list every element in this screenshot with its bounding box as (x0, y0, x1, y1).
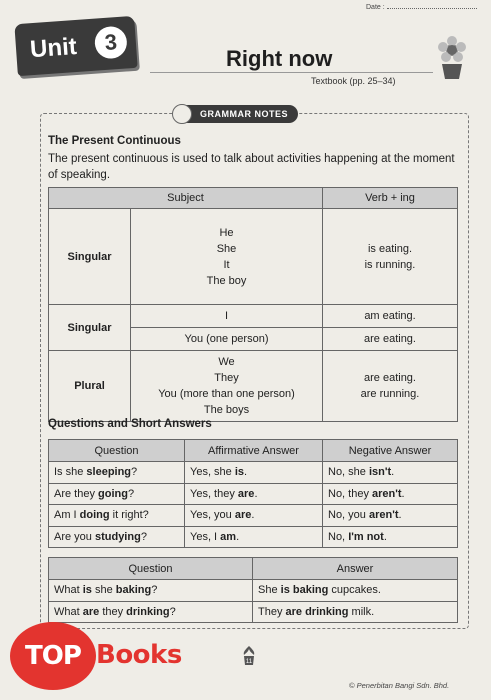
cell-text: milk. (348, 605, 375, 618)
grammar-notes-label: GRAMMAR NOTES (178, 105, 298, 123)
table-cell (49, 526, 185, 548)
emphasis-text: aren't (372, 487, 402, 500)
table-cell (323, 462, 458, 484)
subject-item: I (224, 310, 229, 322)
table-row (49, 462, 458, 484)
title-rule (150, 72, 433, 73)
table-cell (185, 505, 323, 527)
cell-text: . (391, 466, 395, 479)
cell-text: they (99, 605, 127, 618)
flower-pot-icon (432, 36, 472, 80)
cell-text: They (258, 605, 286, 618)
emphasis-text: are (82, 605, 100, 618)
table-cell (323, 483, 458, 505)
cell-text: Is she (54, 466, 87, 479)
subject-item: We (218, 356, 235, 368)
cell-text: Are you (54, 530, 95, 543)
cell-text: ? (140, 530, 147, 543)
emphasis-text: baking (115, 584, 152, 597)
emphasis-text: doing (79, 509, 110, 522)
copyright-text: © Penerbitan Bangi Sdn. Bhd. (349, 681, 450, 690)
verb-cell (323, 351, 458, 422)
cell-text: No, they (328, 487, 373, 500)
subject-item: They (214, 372, 239, 384)
table-cell (49, 483, 185, 505)
verb-cell (323, 305, 458, 328)
table-header: Question (49, 440, 185, 462)
grammar-notes-badge (172, 104, 298, 124)
cell-text: Are they (54, 487, 99, 500)
emphasis-text: sleeping (86, 466, 132, 479)
page-number: 11 (245, 659, 253, 665)
table-header: Subject (49, 188, 323, 209)
cell-text: What (54, 605, 83, 618)
emphasis-text: is (234, 466, 245, 479)
emphasis-text: is (82, 584, 92, 597)
cell-text: What (54, 584, 83, 597)
verb-item: is eating. (367, 242, 413, 255)
watermark-books: Books (96, 640, 182, 670)
unit-word: Unit (29, 32, 78, 64)
cell-text: Yes, she (190, 466, 235, 479)
table-row (49, 505, 458, 527)
table-row (49, 580, 458, 602)
date-field (366, 4, 477, 11)
textbook-reference: Textbook (pp. 25–34) (311, 76, 396, 86)
table-cell (185, 526, 323, 548)
cell-text: cupcakes. (328, 584, 381, 597)
table-header: Verb + ing (323, 188, 458, 209)
cell-text: . (401, 487, 405, 500)
watermark-circle (10, 622, 96, 690)
cell-text: Am I (54, 509, 80, 522)
emphasis-text: drinking (126, 605, 170, 618)
verb-item: are eating. (364, 372, 416, 384)
table-cell (323, 505, 458, 527)
cell-text: Yes, they (190, 487, 238, 500)
row-label: Singular (49, 209, 131, 305)
table-cell (185, 462, 323, 484)
table-row (49, 526, 458, 548)
table-cell (49, 580, 253, 602)
subject-verb-table (48, 187, 458, 422)
subject-cell (131, 209, 323, 305)
leaf-icon (172, 104, 192, 124)
subject-cell (131, 351, 323, 422)
cell-text: . (244, 466, 248, 479)
emphasis-text: isn't (368, 466, 392, 479)
cell-text: ? (151, 584, 158, 597)
verb-item: are running. (360, 388, 420, 400)
cell-text: . (383, 530, 387, 543)
verb-cell (323, 209, 458, 305)
table-cell (185, 483, 323, 505)
page-number-plant-icon (238, 644, 260, 666)
subject-item: You (more than one person) (158, 388, 295, 400)
emphasis-text: aren't (368, 509, 399, 522)
table-cell (253, 601, 458, 623)
table-cell (323, 526, 458, 548)
emphasis-text: am (220, 530, 237, 543)
cell-text: she (91, 584, 116, 597)
cell-text: ? (169, 605, 176, 618)
questions-heading: Questions and Short Answers (48, 418, 212, 430)
emphasis-text: studying (94, 530, 141, 543)
emphasis-text: are (234, 509, 252, 522)
wh-questions-table (48, 557, 458, 623)
cell-text: ? (127, 487, 135, 500)
cell-text: . (254, 487, 258, 500)
subject-item: It (223, 258, 230, 271)
watermark-top: TOP (25, 641, 81, 671)
subject-item: She (216, 242, 237, 255)
subject-cell (131, 305, 323, 328)
verb-cell (323, 328, 458, 351)
cell-text: No, (328, 530, 349, 543)
unit-tab (14, 16, 137, 76)
table-header: Answer (253, 558, 458, 580)
emphasis-text: is baking (280, 584, 329, 597)
table-header: Affirmative Answer (185, 440, 323, 462)
emphasis-text: going (98, 487, 128, 500)
page-title: Right now (226, 46, 333, 71)
cell-text: ? (131, 466, 138, 479)
cell-text: No, you (328, 509, 369, 522)
cell-text: Yes, I (190, 530, 221, 543)
cell-text: . (398, 509, 402, 522)
table-cell (49, 462, 185, 484)
verb-item: am eating. (364, 310, 416, 322)
cell-text: it right? (109, 509, 149, 522)
table-cell (49, 505, 185, 527)
present-continuous-heading: The Present Continuous (48, 135, 181, 147)
questions-answers-table (48, 439, 458, 548)
emphasis-text: I'm not (348, 530, 384, 543)
present-continuous-text: The present continuous is used to talk about activities happening at the moment of speaking. (48, 153, 455, 181)
cell-text: . (251, 509, 255, 522)
cell-text: Yes, you (190, 509, 235, 522)
cell-text: . (236, 530, 240, 543)
cell-text: She (258, 584, 281, 597)
subject-cell (131, 328, 323, 351)
table-header: Question (49, 558, 253, 580)
verb-item: is running. (364, 258, 416, 271)
subject-item: The boys (203, 404, 250, 416)
subject-item: You (one person) (184, 333, 269, 345)
date-label: Date : (366, 4, 385, 11)
subject-item: The boy (206, 274, 247, 287)
table-cell (253, 580, 458, 602)
emphasis-text: are drinking (285, 605, 349, 618)
table-row (49, 483, 458, 505)
cell-text: No, she (328, 466, 369, 479)
topbooks-watermark (6, 618, 206, 700)
row-label: Singular (49, 305, 131, 351)
emphasis-text: are (237, 487, 255, 500)
subject-item: He (219, 226, 234, 239)
verb-item: are eating. (364, 333, 416, 345)
row-label: Plural (49, 351, 131, 422)
table-header: Negative Answer (323, 440, 458, 462)
unit-number: 3 (94, 25, 128, 59)
